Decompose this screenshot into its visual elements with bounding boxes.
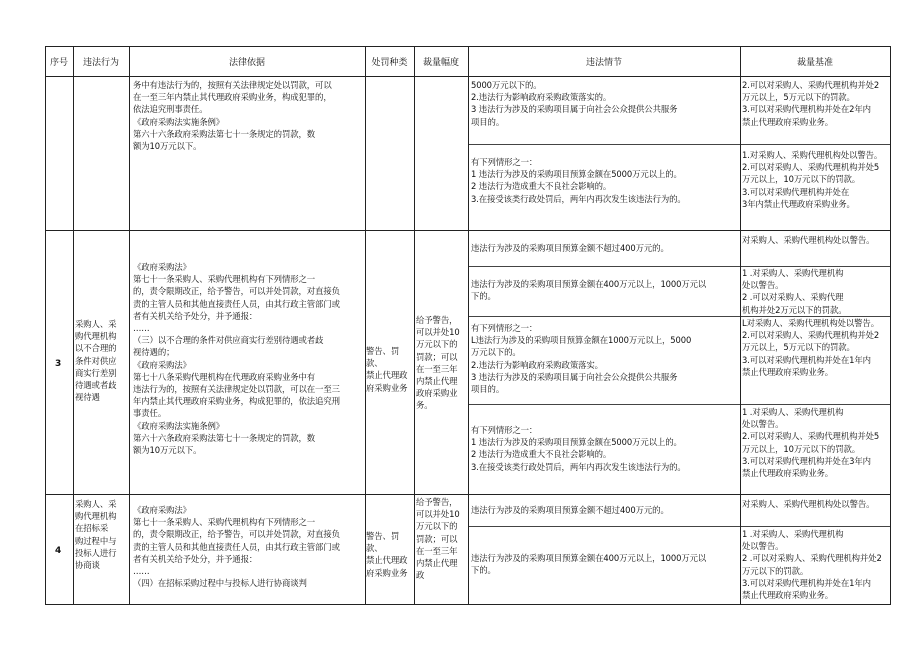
- header-standard: 裁量基准: [796, 57, 833, 68]
- circumstance-text: 违法行为涉及的采购项目预算金额在400万元以上，1000万元以 下的。: [471, 279, 707, 302]
- row-number: 4: [55, 546, 62, 556]
- row-divider: [468, 404, 891, 405]
- row-number: 3: [55, 359, 62, 369]
- standard-text: L对采购人、采购代理机构处以警告。 2.可以对采购人、采购代理机构并处2 万元以上，5万元以下的罚款。 3.可以对采购代理机构并处在1年内 禁止代理政府采购业务。: [742, 318, 880, 377]
- legal-basis-text: 《政府采购法》 第七十一条采购人、采购代理机构有下列情形之一 的，责令限期改正，给予警告，可以并处罚款，对直接负 责的主管人员和其他直接责任人员，由其行政主管部门或 者有关机关给予处分，并予通报： …… （三）以不合理的条件对供应商实行差别待遇或者歧 视待遇的； 《政府采购法》 第七十八条采购代理机构在代理政府采购业务中有 违法行为的，按照有关法律规定处以罚款，可以在一至三 年内禁止其代理政府采购业务，构成犯罪的，依法追究刑 事责任。 《政府采购法实施条例》 第六十六条政府采购法第七十一条规定的罚款，数 额为10万元以下。: [133, 262, 340, 456]
- circumstance-text: 违法行为涉及的采购项目预算金额不超过400万元的。: [471, 243, 669, 253]
- column-line: [365, 46, 366, 605]
- circumstance-text: 违法行为涉及的采购项目预算金额不超过400万元的。: [471, 505, 669, 515]
- violation-text: 采购人、采 购代理机构 在招标采 购过程中与 投标人进行 协商谈: [75, 499, 117, 571]
- column-line: [740, 46, 741, 605]
- column-line: [468, 46, 469, 605]
- row-divider: [468, 526, 891, 527]
- standard-text: 1.对采购人、采购代理机构处以警告。 2.可以对采购人、采购代理机构并处5 万元以上，10万元以下的罚款。 3.可以对采购代理机构并处在 3年内禁止代理政府采购业务。: [742, 150, 883, 209]
- penalty-discretion-table: [45, 46, 891, 605]
- standard-text: 对采购人、采购代理机构处以警告。: [742, 235, 875, 245]
- standard-text: 对采购人、采购代理机构处以警告。: [742, 499, 875, 509]
- header-discretion-range: 裁量幅度: [422, 57, 459, 68]
- row-divider: [468, 144, 891, 145]
- column-line: [45, 46, 46, 605]
- header-legal-basis: 法律依据: [228, 57, 265, 68]
- standard-text: 1 .对采购人、采购代理机构 处以警告。 2.可以对采购人、采购代理机构并处5 万元以上，10万元以下的罚款。 3.可以对采购代理机构并处在3年内 禁止代理政府采购业务。: [742, 407, 880, 479]
- circumstance-text: 5000万元以下的。 2.违法行为影响政府采购政策落实的。 3 违法行为涉及的采购项目属于向社会公众提供公共服务 项目的。: [471, 80, 678, 127]
- column-line: [414, 46, 415, 605]
- column-line: [73, 46, 74, 605]
- header-penalty-type: 处罚种类: [371, 57, 408, 68]
- standard-text: 1 .对采购人、采购代理机构 处以警告。 2 .可以对采购人、采购代理 机构并处2万元以下的罚款。: [742, 268, 847, 315]
- legal-basis-text: 《政府采购法》 第七十一条采购人、采购代理机构有下列情形之一 的，责令限期改正，给予警告，可以并处罚款，对直接负 责的主管人员和其他直接责任人员，由其行政主管部门或 者有关机关给予处分，并予通报： …… （四）在招标采购过程中与投标人进行协商谈判: [133, 505, 340, 589]
- standard-text: 2.可以对采购人、采购代理机构并处2 万元以上，5万元以下的罚款。 3.可以对采购代理机构并处在2年内 禁止代理政府采购业务。: [742, 80, 880, 127]
- standard-text: 1 .对采购人、采购代理机构 处以警告。 2 .可以对采购人、采购代理机构并处2 万元以下的罚款。 3.可以对采购代理机构并处在1年内 禁止代理政府采购业务。: [742, 529, 882, 601]
- circumstance-text: 有下列情形之一： 1 违法行为涉及的采购项目预算金额在5000万元以上的。 2 违法行为造成重大不良社会影响的。 3.在接受该类行政处罚后，两年内再次发生该违法行为的。: [471, 157, 686, 204]
- circumstance-text: 有下列情形之一： L违法行为涉及的采购项目预算金额在1000万元以上，5000 万元以下的。 2.违法行为影响政府采购政策落实。 3 违法行为涉及的采购项目属于向社会公众提供公共服务 项目的。: [471, 323, 692, 395]
- penalty-type-text: 警告、罚款、 禁止代理政 府采购业务: [366, 531, 408, 578]
- header-circumstances: 违法情节: [585, 57, 622, 68]
- header-violation: 违法行为: [82, 57, 119, 68]
- violation-text: 采购人、采 购代理机构 以不合理的 条件对供应 商实行差别 待遇或者歧 视待遇: [75, 319, 117, 403]
- penalty-type-text: 警告、罚款、 禁止代理政 府采购业务: [366, 346, 408, 393]
- legal-basis-text: 务中有违法行为的，按照有关法律规定处以罚款，可以 在一至三年内禁止其代理政府采购业务，构成犯罪的， 依法追究刑事责任。 《政府采购法实施条例》 第六十六条政府采购法第七十一条规定的罚款，数 额为10万元以下。: [133, 80, 332, 152]
- circumstance-text: 有下列情形之一： 1 违法行为涉及的采购项目预算金额在5000万元以上的。 2 违法行为造成重大不良社会影响的。 3.在接受该类行政处罚后，两年内再次发生该违法行为的。: [471, 425, 686, 472]
- range-text: 给予警告， 可以并处10 万元以下的 罚款；可以 在一至三年 内禁止代理 政: [416, 497, 460, 581]
- column-line: [129, 46, 130, 605]
- header-serial: 序号: [49, 57, 68, 68]
- column-line: [890, 46, 891, 605]
- circumstance-text: 违法行为涉及的采购项目预算金额在400万元以上，1000万元以 下的。: [471, 553, 707, 576]
- range-text: 给予警告， 可以并处10 万元以下的 罚款；可以 在一至三年 内禁止代理 政府采购业 务。: [416, 315, 460, 411]
